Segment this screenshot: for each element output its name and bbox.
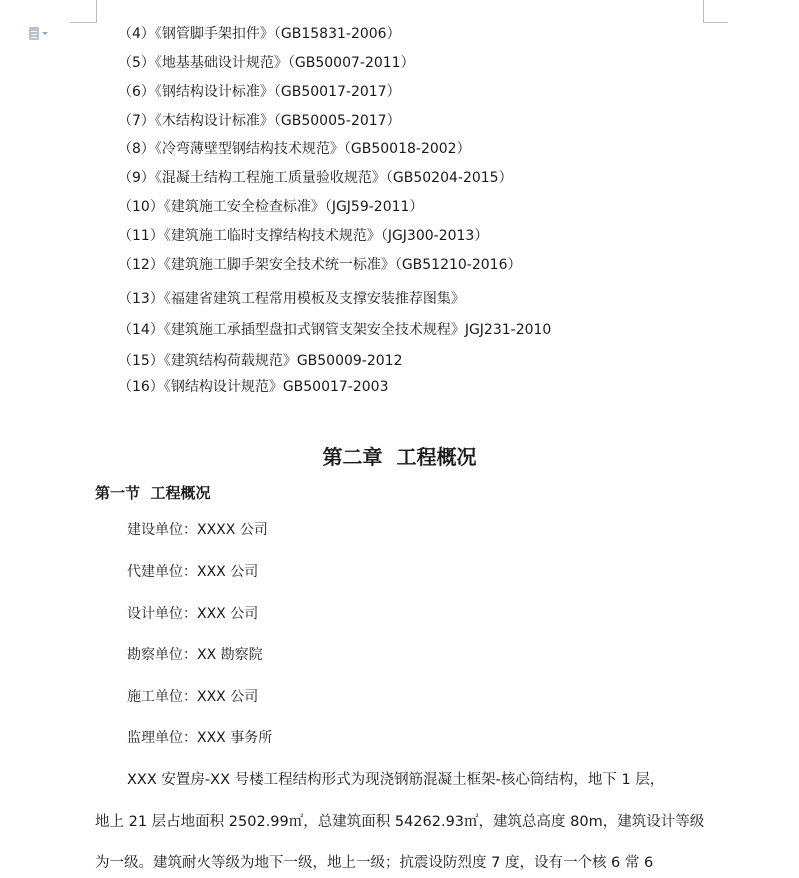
reference-item: （15）《建筑结构荷载规范》GB50009-2012 xyxy=(118,353,403,369)
page-margin-corner-left xyxy=(70,0,97,23)
description-line: 为一级。建筑耐火等级为地下一级，地上一级；抗震设防烈度 7 度，设有一个核 6 常 6 xyxy=(95,855,654,871)
caret-down-icon xyxy=(42,32,48,35)
document-sheet-icon xyxy=(29,27,39,40)
reference-item: （10）《建筑施工安全检查标准》（JGJ59-2011） xyxy=(118,199,424,215)
reference-item: （14）《建筑施工承插型盘扣式钢管支架安全技术规程》JGJ231-2010 xyxy=(118,322,552,338)
reference-item: （5）《地基基础设计规范》（GB50007-2011） xyxy=(118,55,415,71)
reference-item: （16）《钢结构设计规范》GB50017-2003 xyxy=(118,379,389,395)
info-line: 勘察单位：XX 勘察院 xyxy=(127,647,263,663)
info-line: 施工单位：XXX 公司 xyxy=(127,689,259,705)
reference-item: （6）《钢结构设计标准》（GB50017-2017） xyxy=(118,84,401,100)
chapter-title: 第二章 工程概况 xyxy=(322,445,477,469)
document-icon[interactable] xyxy=(28,26,48,42)
reference-item: （4）《钢管脚手架扣件》（GB15831-2006） xyxy=(118,26,401,42)
description-line: 地上 21 层占地面积 2502.99㎡，总建筑面积 54262.93㎡，建筑总高度 80m，建筑设计等级 xyxy=(95,814,705,830)
info-line: 建设单位：XXXX 公司 xyxy=(127,522,268,538)
section-title: 第一节 工程概况 xyxy=(95,484,211,502)
reference-item: （12）《建筑施工脚手架安全技术统一标准》（GB51210-2016） xyxy=(118,257,522,273)
info-line: 设计单位：XXX 公司 xyxy=(127,606,259,622)
page-margin-corner-right xyxy=(703,0,728,23)
reference-item: （7）《木结构设计标准》（GB50005-2017） xyxy=(118,113,401,129)
reference-item: （13）《福建省建筑工程常用模板及支撑安装推荐图集》 xyxy=(118,291,465,307)
reference-item: （11）《建筑施工临时支撑结构技术规范》（JGJ300-2013） xyxy=(118,228,489,244)
info-line: 代建单位：XXX 公司 xyxy=(127,564,259,580)
info-line: 监理单位：XXX 事务所 xyxy=(127,730,273,746)
reference-item: （8）《冷弯薄壁型钢结构技术规范》（GB50018-2002） xyxy=(118,141,471,157)
description-line: XXX 安置房-XX 号楼工程结构形式为现浇钢筋混凝土框架-核心筒结构，地下 1 层， xyxy=(127,772,665,788)
reference-item: （9）《混凝土结构工程施工质量验收规范》（GB50204-2015） xyxy=(118,170,513,186)
